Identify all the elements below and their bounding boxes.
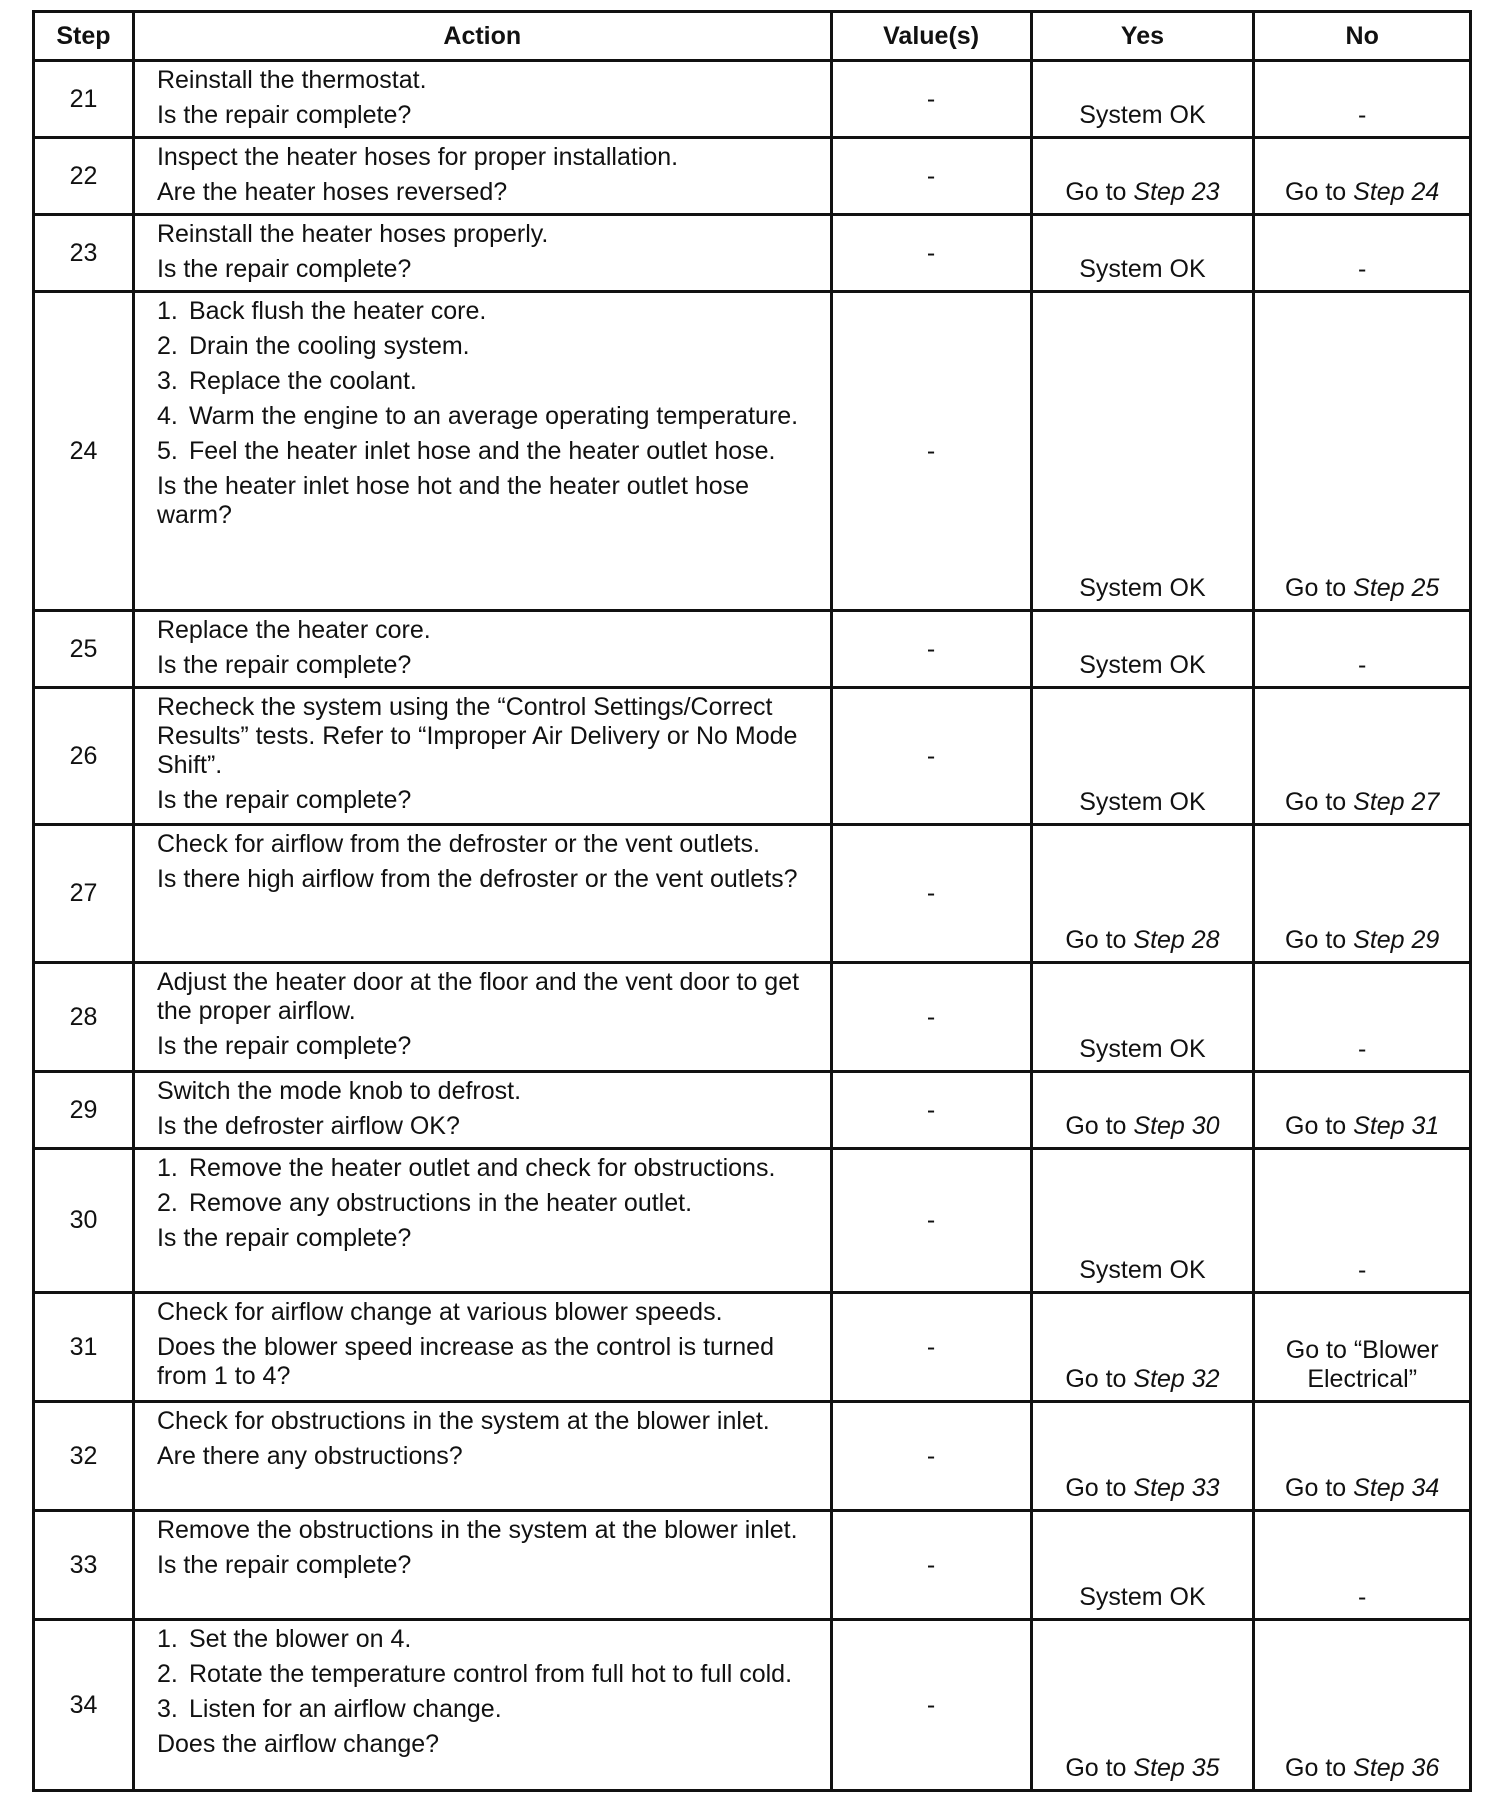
value-cell: - bbox=[831, 611, 1031, 688]
step-number: 26 bbox=[34, 688, 134, 825]
no-result-prefix: Go to bbox=[1285, 1754, 1354, 1782]
yes-result-prefix: Go to bbox=[1065, 1365, 1134, 1393]
substep-item bbox=[157, 402, 822, 431]
substep-number: 3. bbox=[156, 1695, 178, 1723]
action-line: Is the defroster airflow OK? bbox=[156, 1112, 460, 1140]
no-result-prefix: Go to bbox=[1285, 788, 1354, 816]
no-result-text: - bbox=[1358, 1035, 1367, 1063]
substep-list bbox=[157, 297, 822, 466]
action-line: Is the repair complete? bbox=[156, 786, 412, 814]
table-row bbox=[34, 61, 1471, 138]
substep-item bbox=[157, 1695, 822, 1724]
substep-number: 1. bbox=[156, 297, 178, 325]
no-result bbox=[1254, 138, 1471, 215]
yes-result bbox=[1031, 61, 1254, 138]
action-cell bbox=[133, 138, 831, 215]
substep-item bbox=[157, 367, 822, 396]
no-result-step-ref: Step 27 bbox=[1353, 788, 1440, 816]
action-question: Is the repair complete? bbox=[156, 1224, 412, 1252]
no-result-prefix: Go to bbox=[1285, 926, 1354, 954]
diagnostic-table-page bbox=[32, 10, 1472, 1792]
substep-item bbox=[157, 1189, 822, 1218]
yes-result-prefix: Go to bbox=[1065, 178, 1134, 206]
action-line: Inspect the heater hoses for proper installation. bbox=[156, 143, 679, 171]
substep-list bbox=[157, 1154, 822, 1218]
action-line: Reinstall the thermostat. bbox=[156, 66, 427, 94]
substep-item bbox=[157, 332, 822, 361]
no-result bbox=[1254, 1149, 1471, 1293]
yes-result-text: System OK bbox=[1079, 1035, 1206, 1063]
table-row bbox=[34, 138, 1471, 215]
no-result bbox=[1254, 963, 1471, 1072]
no-result-step-ref: Step 25 bbox=[1353, 574, 1440, 602]
action-line: Is the repair complete? bbox=[156, 1551, 412, 1579]
no-result-prefix: Go to bbox=[1285, 574, 1354, 602]
substep-item bbox=[157, 297, 822, 326]
yes-result-text: System OK bbox=[1079, 101, 1206, 129]
action-line: Switch the mode knob to defrost. bbox=[156, 1077, 522, 1105]
no-result-text: - bbox=[1358, 101, 1367, 129]
no-result bbox=[1254, 611, 1471, 688]
header-yes: Yes bbox=[1031, 12, 1254, 61]
substep-text: Back flush the heater core. bbox=[188, 297, 487, 325]
yes-result bbox=[1031, 292, 1254, 611]
no-result bbox=[1254, 825, 1471, 963]
no-result bbox=[1254, 688, 1471, 825]
substep-number: 1. bbox=[156, 1625, 178, 1653]
yes-result-text: System OK bbox=[1079, 1256, 1206, 1284]
action-line: Check for airflow change at various blower speeds. bbox=[156, 1298, 723, 1326]
step-number: 24 bbox=[34, 292, 134, 611]
value-cell: - bbox=[831, 1072, 1031, 1149]
action-cell bbox=[133, 292, 831, 611]
no-result-step-ref: Step 29 bbox=[1353, 926, 1440, 954]
value-cell: - bbox=[831, 292, 1031, 611]
no-result-prefix: Go to bbox=[1285, 1112, 1354, 1140]
substep-list bbox=[157, 1625, 822, 1724]
value-cell: - bbox=[831, 215, 1031, 292]
action-cell bbox=[133, 1620, 831, 1791]
value-cell: - bbox=[831, 963, 1031, 1072]
yes-result-text: System OK bbox=[1079, 255, 1206, 283]
step-number: 23 bbox=[34, 215, 134, 292]
substep-number: 4. bbox=[156, 402, 178, 430]
no-result bbox=[1254, 1402, 1471, 1511]
substep-item bbox=[157, 1154, 822, 1183]
step-number: 30 bbox=[34, 1149, 134, 1293]
substep-number: 2. bbox=[156, 1189, 178, 1217]
no-result bbox=[1254, 1072, 1471, 1149]
action-line: Is the repair complete? bbox=[156, 1032, 412, 1060]
action-question: Does the airflow change? bbox=[156, 1730, 440, 1758]
yes-result bbox=[1031, 963, 1254, 1072]
substep-text: Warm the engine to an average operating temperature. bbox=[188, 402, 799, 430]
step-number: 22 bbox=[34, 138, 134, 215]
table-row bbox=[34, 1293, 1471, 1402]
yes-result-text: System OK bbox=[1079, 651, 1206, 679]
yes-result bbox=[1031, 688, 1254, 825]
yes-result bbox=[1031, 825, 1254, 963]
step-number: 31 bbox=[34, 1293, 134, 1402]
action-cell bbox=[133, 1402, 831, 1511]
header-values: Value(s) bbox=[831, 12, 1031, 61]
step-number: 33 bbox=[34, 1511, 134, 1620]
yes-result bbox=[1031, 611, 1254, 688]
action-line: Check for airflow from the defroster or the vent outlets. bbox=[156, 830, 760, 858]
yes-result bbox=[1031, 1620, 1254, 1791]
substep-text: Remove the heater outlet and check for obstructions. bbox=[188, 1154, 776, 1182]
action-cell bbox=[133, 215, 831, 292]
no-result-prefix: Go to bbox=[1285, 1474, 1354, 1502]
substep-text: Rotate the temperature control from full hot to full cold. bbox=[188, 1660, 793, 1688]
yes-result bbox=[1031, 1293, 1254, 1402]
no-result-step-ref: Step 34 bbox=[1353, 1474, 1440, 1502]
action-line: Reinstall the heater hoses properly. bbox=[156, 220, 549, 248]
step-number: 29 bbox=[34, 1072, 134, 1149]
action-cell bbox=[133, 1149, 831, 1293]
table-row bbox=[34, 215, 1471, 292]
no-result-step-ref: Step 31 bbox=[1353, 1112, 1440, 1140]
table-body bbox=[34, 61, 1471, 1791]
no-result-text: - bbox=[1358, 1583, 1367, 1611]
action-line: Remove the obstructions in the system at the blower inlet. bbox=[156, 1516, 798, 1544]
substep-text: Replace the coolant. bbox=[188, 367, 417, 395]
diagnostic-table bbox=[32, 10, 1472, 1792]
table-row bbox=[34, 1072, 1471, 1149]
step-number: 27 bbox=[34, 825, 134, 963]
yes-result-prefix: Go to bbox=[1065, 1474, 1134, 1502]
substep-item bbox=[157, 1625, 822, 1654]
yes-result-step-ref: Step 33 bbox=[1133, 1474, 1220, 1502]
action-cell bbox=[133, 1072, 831, 1149]
yes-result-text: System OK bbox=[1079, 574, 1206, 602]
action-line: Is the repair complete? bbox=[156, 651, 412, 679]
action-line: Is the repair complete? bbox=[156, 101, 412, 129]
no-result bbox=[1254, 215, 1471, 292]
yes-result-prefix: Go to bbox=[1065, 1754, 1134, 1782]
action-cell bbox=[133, 1293, 831, 1402]
yes-result bbox=[1031, 138, 1254, 215]
value-cell: - bbox=[831, 138, 1031, 215]
action-line: Recheck the system using the “Control Settings/Correct Results” tests. Refer to “Improper Air Delivery or No Mode Shift”. bbox=[156, 693, 798, 779]
yes-result-prefix: Go to bbox=[1065, 1112, 1134, 1140]
no-result bbox=[1254, 1511, 1471, 1620]
substep-item bbox=[157, 437, 822, 466]
table-row bbox=[34, 1402, 1471, 1511]
action-line: Check for obstructions in the system at the blower inlet. bbox=[156, 1407, 770, 1435]
yes-result bbox=[1031, 1511, 1254, 1620]
no-result-step-ref: Step 36 bbox=[1353, 1754, 1440, 1782]
value-cell: - bbox=[831, 1620, 1031, 1791]
no-result-text: Go to “Blower Electrical” bbox=[1285, 1336, 1439, 1393]
table-row bbox=[34, 611, 1471, 688]
table-row bbox=[34, 1620, 1471, 1791]
no-result bbox=[1254, 1620, 1471, 1791]
yes-result bbox=[1031, 1149, 1254, 1293]
no-result-prefix: Go to bbox=[1285, 178, 1354, 206]
value-cell: - bbox=[831, 1402, 1031, 1511]
action-cell bbox=[133, 611, 831, 688]
substep-text: Feel the heater inlet hose and the heater outlet hose. bbox=[188, 437, 776, 465]
table-row bbox=[34, 292, 1471, 611]
value-cell: - bbox=[831, 1149, 1031, 1293]
action-line: Is the repair complete? bbox=[156, 255, 412, 283]
step-number: 34 bbox=[34, 1620, 134, 1791]
header-action: Action bbox=[133, 12, 831, 61]
step-number: 25 bbox=[34, 611, 134, 688]
action-cell bbox=[133, 1511, 831, 1620]
action-cell bbox=[133, 963, 831, 1072]
no-result-text: - bbox=[1358, 1256, 1367, 1284]
yes-result bbox=[1031, 1072, 1254, 1149]
table-row bbox=[34, 1511, 1471, 1620]
header-no: No bbox=[1254, 12, 1471, 61]
action-question: Is the heater inlet hose hot and the heater outlet hose warm? bbox=[156, 472, 750, 529]
table-row bbox=[34, 963, 1471, 1072]
yes-result-step-ref: Step 28 bbox=[1133, 926, 1220, 954]
substep-number: 3. bbox=[156, 367, 178, 395]
action-line: Is there high airflow from the defroster or the vent outlets? bbox=[156, 865, 798, 893]
value-cell: - bbox=[831, 1511, 1031, 1620]
yes-result-step-ref: Step 30 bbox=[1133, 1112, 1220, 1140]
substep-item bbox=[157, 1660, 822, 1689]
step-number: 28 bbox=[34, 963, 134, 1072]
no-result-step-ref: Step 24 bbox=[1353, 178, 1440, 206]
step-number: 21 bbox=[34, 61, 134, 138]
no-result bbox=[1254, 1293, 1471, 1402]
substep-number: 5. bbox=[156, 437, 178, 465]
table-header-row bbox=[34, 12, 1471, 61]
substep-text: Set the blower on 4. bbox=[188, 1625, 412, 1653]
value-cell: - bbox=[831, 1293, 1031, 1402]
substep-text: Listen for an airflow change. bbox=[188, 1695, 502, 1723]
action-cell bbox=[133, 61, 831, 138]
action-line: Are the heater hoses reversed? bbox=[156, 178, 508, 206]
step-number: 32 bbox=[34, 1402, 134, 1511]
table-row bbox=[34, 825, 1471, 963]
substep-text: Drain the cooling system. bbox=[188, 332, 470, 360]
action-cell bbox=[133, 825, 831, 963]
yes-result-step-ref: Step 23 bbox=[1133, 178, 1220, 206]
no-result-text: - bbox=[1358, 651, 1367, 679]
no-result bbox=[1254, 292, 1471, 611]
yes-result-step-ref: Step 32 bbox=[1133, 1365, 1220, 1393]
action-line: Does the blower speed increase as the control is turned from 1 to 4? bbox=[156, 1333, 774, 1390]
substep-number: 2. bbox=[156, 1660, 178, 1688]
value-cell: - bbox=[831, 688, 1031, 825]
header-step: Step bbox=[34, 12, 134, 61]
action-line: Replace the heater core. bbox=[156, 616, 431, 644]
substep-number: 2. bbox=[156, 332, 178, 360]
action-line: Adjust the heater door at the floor and the vent door to get the proper airflow. bbox=[156, 968, 800, 1025]
yes-result bbox=[1031, 215, 1254, 292]
no-result bbox=[1254, 61, 1471, 138]
yes-result bbox=[1031, 1402, 1254, 1511]
table-row bbox=[34, 1149, 1471, 1293]
substep-text: Remove any obstructions in the heater outlet. bbox=[188, 1189, 693, 1217]
action-line: Are there any obstructions? bbox=[156, 1442, 463, 1470]
no-result-text: - bbox=[1358, 255, 1367, 283]
yes-result-text: System OK bbox=[1079, 1583, 1206, 1611]
value-cell: - bbox=[831, 61, 1031, 138]
yes-result-prefix: Go to bbox=[1065, 926, 1134, 954]
yes-result-text: System OK bbox=[1079, 788, 1206, 816]
action-cell bbox=[133, 688, 831, 825]
yes-result-step-ref: Step 35 bbox=[1133, 1754, 1220, 1782]
value-cell: - bbox=[831, 825, 1031, 963]
table-row bbox=[34, 688, 1471, 825]
substep-number: 1. bbox=[156, 1154, 178, 1182]
